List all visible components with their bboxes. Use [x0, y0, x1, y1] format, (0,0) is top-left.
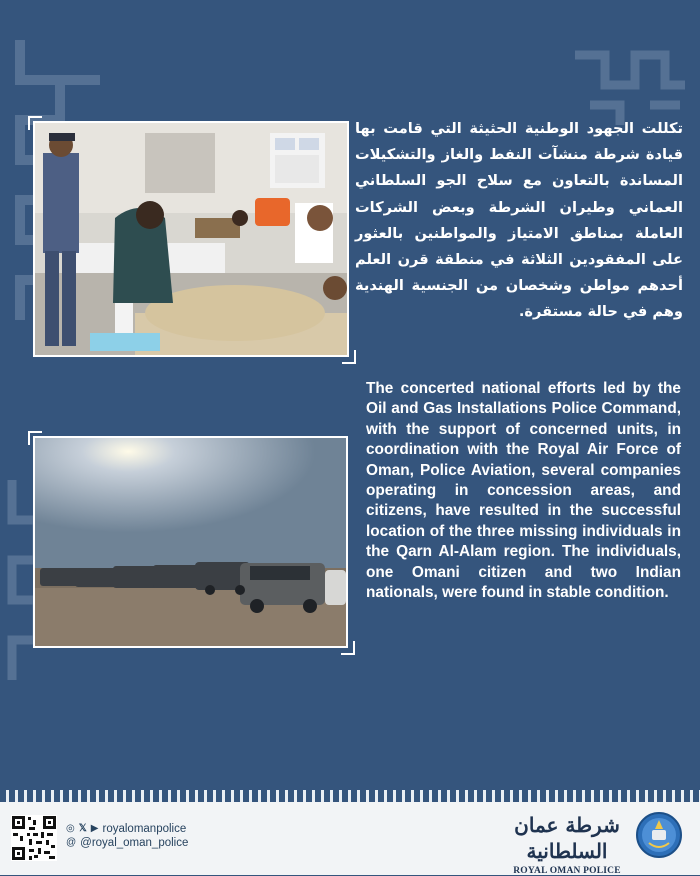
footer-decorative-border [0, 790, 700, 802]
social-row-2 [66, 836, 188, 850]
frame-corner [28, 431, 42, 445]
social-handle-2[interactable]: @royal_oman_police [80, 837, 189, 849]
social-handle-1[interactable]: royalomanpolice [102, 823, 187, 835]
royal-oman-police-emblem-icon [634, 810, 684, 860]
threads-icon[interactable]: @ [66, 837, 77, 848]
desert-vehicles-illustration [35, 438, 346, 646]
social-row-1 [66, 822, 188, 836]
desert-vehicles-photo [33, 436, 348, 648]
frame-corner [28, 116, 42, 130]
english-article-text: The concerted national efforts led by the Oil and Gas Installations Police Command, with the support of concerned units, in coordination with the Royal Air Force of Oman, Police Aviation, several companies operating in concession areas, and citizens, have resulted in the successful location of the three missing individuals in the Qarn Al-Alam region. The individuals, one Omani citizen and two Indian nationals, were found in stable condition. [366, 380, 681, 602]
qr-code-icon[interactable] [11, 815, 57, 861]
instagram-icon[interactable]: ◎ [66, 823, 75, 834]
brand-logo [508, 812, 626, 876]
youtube-icon[interactable]: ▶ [90, 823, 99, 834]
brand-arabic-name: شرطة عمان السلطانية [514, 813, 620, 863]
clinic-photo [33, 121, 349, 357]
social-links [66, 822, 188, 850]
x-icon[interactable]: 𝕏 [78, 823, 87, 834]
frame-corner [341, 641, 355, 655]
brand-english-name: ROYAL OMAN POLICE [513, 866, 621, 876]
clinic-photo-illustration [35, 123, 347, 355]
arabic-article-text: تكللت الجهود الوطنية الحثيثة التي قامت بها قيادة شرطة منشآت النفط والغاز والتشكيلات المساندة بالتعاون مع سلاح الجو السلطاني العماني وطيران الشرطة وبعض الشركات العاملة بمناطق الامتياز والمواطنين بالعثور على المفقودين الثلاثة في منطقة قرن العلم أحدهم مواطن وشخصان من الجنسية الهندية وهم في حالة مستقرة. [355, 120, 683, 321]
frame-corner [342, 350, 356, 364]
